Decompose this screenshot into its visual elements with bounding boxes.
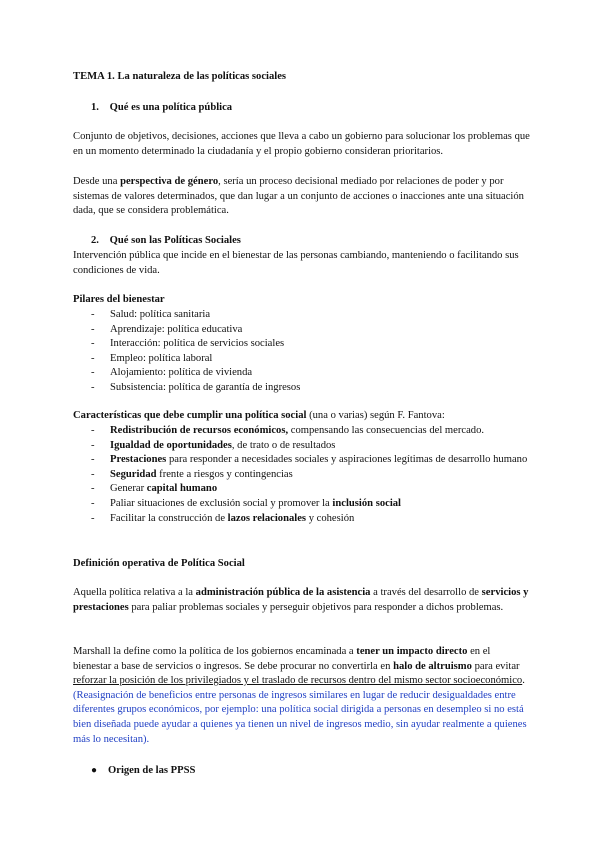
bold-text: servicios y prestaciones [73, 587, 529, 613]
section-1-heading [91, 101, 232, 116]
list-item: - Alojamiento: política de vivienda [73, 366, 531, 381]
section-2-number: 2. [91, 235, 99, 246]
bold-text: capital humano [146, 483, 218, 495]
text: a través del desarrollo de [370, 587, 482, 598]
origen-title: Origen de las PPSS [108, 765, 196, 776]
list-item [73, 512, 531, 527]
pilares-list [73, 308, 531, 396]
text: . [522, 675, 525, 687]
text: Desde una [73, 176, 121, 187]
text: Facilitar la construcción de [110, 512, 228, 524]
list-item: - Aprendizaje: política educativa [73, 323, 531, 338]
list-item: - Interacción: política de servicios sociales [73, 337, 531, 352]
text: para paliar problemas sociales y perseguir objetivos para responder a dichos problemas. [128, 601, 504, 613]
origen-heading [91, 764, 195, 779]
paragraph-definition-policy: Conjunto de objetivos, decisiones, acciones que lleva a cabo un gobierno para solucionar los problemas que en un momento determinado la ciudadanía y el propio gobierno consideran prioritarios. [73, 131, 530, 157]
bold-text: Características que debe cumplir una política social [73, 410, 307, 421]
section-1-number: 1. [91, 102, 99, 113]
pilares-heading: Pilares del bienestar [73, 294, 165, 305]
document-title: TEMA 1. La naturaleza de las políticas sociales [73, 71, 287, 82]
bold-text: Igualdad de oportunidades [110, 439, 232, 451]
bold-text: inclusión social [332, 497, 402, 509]
list-item [73, 439, 531, 454]
blue-note-text: (Reasignación de beneficios entre personas de ingresos similares en lugar de reducir desigualdades entre diferentes grupos económicos, por ejemplo: una política social dirigida a personas en desempleo si no está bien diseñada puede ayudar a quienes ya tienen un nivel de ingresos medio, sin ayudar realmente a quienes más lo necesitan). [73, 689, 527, 745]
text: (una o varias) según F. Fantova: [306, 410, 445, 421]
text: para responder a necesidades sociales y aspiraciones legítimas de desarrollo humano [166, 454, 528, 466]
bold-text: lazos relacionales [227, 512, 307, 524]
list-item [73, 424, 531, 439]
text: , sería un proceso decisional mediado por relaciones de poder y por sistemas de valores determinados, que dan lugar a un conjunto de acciones o inacciones ante una situación dada, que se considera problemática. [73, 176, 524, 217]
caracteristicas-heading [73, 409, 531, 424]
bullet-dot-icon: ● [91, 765, 98, 776]
list-item [73, 497, 531, 512]
paragraph-marshall [73, 645, 531, 747]
bold-text: perspectiva de género [120, 176, 219, 187]
caracteristicas-list [73, 424, 531, 526]
list-item: - Subsistencia: política de garantía de ingresos [73, 381, 531, 396]
bold-text: Redistribución de recursos económicos, [110, 425, 289, 436]
paragraph-gender-perspective [73, 175, 531, 219]
list-item [73, 453, 531, 468]
text: Aquella política relativa a la [73, 587, 196, 598]
bold-text: tener un impacto directo [356, 646, 468, 657]
text: en el bienestar a base de servicios o ingresos. Se debe procurar no convertirla en [73, 646, 491, 672]
bold-text: Seguridad [110, 468, 157, 480]
paragraph-definicion-operativa [73, 586, 531, 615]
section-2-heading [91, 234, 241, 249]
text: Marshall la define como la política de los gobiernos encaminada a [73, 646, 357, 657]
underlined-text: reforzar la posición de los privilegiados y el traslado de recursos dentro del mismo sector socioeconómico [73, 675, 523, 687]
bold-text: administración pública de la asistencia [195, 587, 371, 598]
definicion-heading: Definición operativa de Política Social [73, 558, 245, 569]
list-item [73, 468, 531, 483]
text: Generar [110, 483, 147, 495]
text: y cohesión [306, 512, 355, 524]
list-item [73, 482, 531, 497]
section-2-title: Qué son las Políticas Sociales [109, 235, 241, 246]
paragraph-social-policy-definition: Intervención pública que incide en el bienestar de las personas cambiando, manteniendo o facilitando sus condiciones de vida. [73, 250, 519, 276]
text: Paliar situaciones de exclusión social y promover la [110, 497, 333, 509]
text: , de trato o de resultados [231, 439, 336, 451]
bold-text: halo de altruismo [393, 660, 472, 672]
bold-text: Prestaciones [110, 454, 167, 466]
text: para evitar [471, 660, 520, 672]
text: frente a riesgos y contingencias [156, 468, 293, 480]
list-item: - Empleo: política laboral [73, 352, 531, 367]
list-item: - Salud: política sanitaria [73, 308, 531, 323]
text: compensando las consecuencias del mercado. [288, 425, 485, 436]
section-1-title: Qué es una política pública [109, 102, 233, 113]
